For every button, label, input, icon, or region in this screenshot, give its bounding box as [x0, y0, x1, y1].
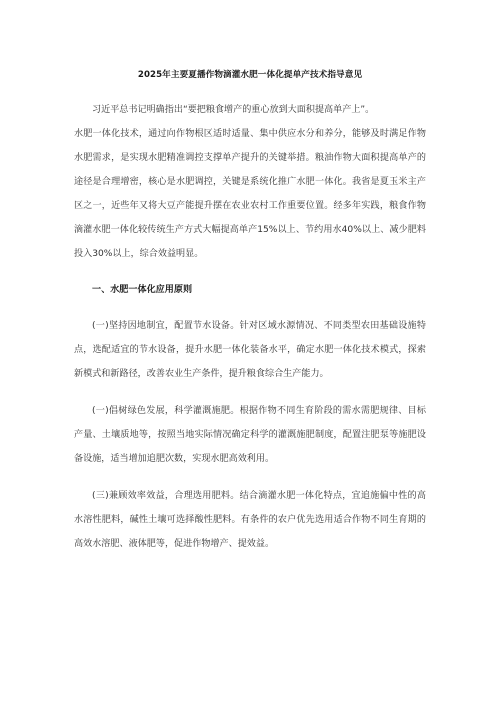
- principle-paragraph-3: (三)兼顾效率效益，合理选用肥料。结合滴灌水肥一体化特点，宜追施偏中性的高水溶性肥料，碱性土壤可选择酸性肥料。有条件的农户优先选用适合作物不同生育期的高效水溶肥、液体肥等，促进作物增产、提效益。: [74, 491, 426, 549]
- section-heading: 一、水肥一体化应用原则: [92, 285, 193, 295]
- document-title: 2025年主要夏播作物滴灌水肥一体化提单产技术指导意见: [137, 70, 363, 80]
- principle-paragraph-1: (一)坚持因地制宜，配置节水设备。针对区域水源情况、不同类型农田基础设施特点，选配适宜的节水设备，提升水肥一体化装备水平，确定水肥一体化技术模式，探索新模式和新路径，改善农业生产条件，提升粮食综合生产能力。: [74, 321, 426, 379]
- intro-quote-paragraph: 习近平总书记明确指出“要把粮食增产的重心放到大面积提高单产上”。: [92, 105, 375, 115]
- intro-body-paragraph: 水肥一体化技术，通过向作物根区适时适量、集中供应水分和养分，能够及时满足作物水肥需求，是实现水肥精准调控支撑单产提升的关键举措。粮油作物大面积提高单产的途径是合理增密，核心是水肥调控，关键是系统化推广水肥一体化。我省是夏玉米主产区之一，近些年又将大豆产能提升摆在农业农村工作重要位置。经多年实践，粮食作物滴灌水肥一体化较传统生产方式大幅提高单产15%以上、节约用水40%以上、减少肥料投入30%以上，综合效益明显。: [74, 129, 426, 259]
- principle-paragraph-2: (一)倡树绿色发展，科学灌溉施肥。根据作物不同生育阶段的需水需肥规律、目标产量、土壤质地等，按照当地实际情况确定科学的灌溉施肥制度，配置注肥泵等施肥设备设施，适当增加追肥次数，实现水肥高效利用。: [74, 406, 426, 464]
